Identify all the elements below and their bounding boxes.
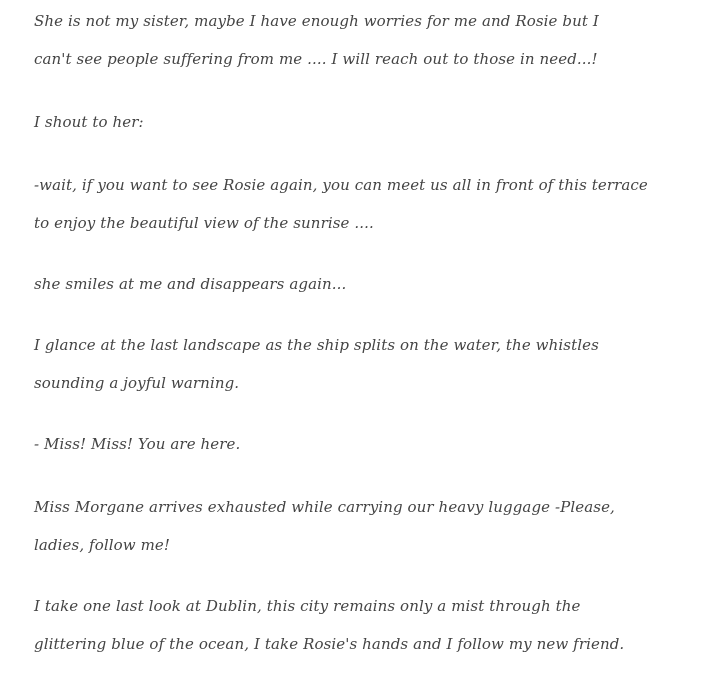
paragraph (34, 587, 674, 663)
text-line: I glance at the last landscape as the ship splits on the water, the whistles (34, 336, 599, 354)
text-line: Miss Morgane arrives exhausted while carrying our heavy luggage -Please, (34, 498, 615, 516)
text-line: glittering blue of the ocean, I take Rosie's hands and I follow my new friend. (34, 635, 625, 653)
paragraph (34, 166, 674, 242)
text-line: I take one last look at Dublin, this city remains only a mist through the (34, 597, 581, 615)
text-line: ladies, follow me! (34, 536, 170, 554)
text-line: to enjoy the beautiful view of the sunrise .... (34, 214, 374, 232)
paragraph (34, 326, 674, 402)
text-line: She is not my sister, maybe I have enough worries for me and Rosie but I (34, 12, 599, 30)
paragraph (34, 2, 674, 78)
text-line: sounding a joyful warning. (34, 374, 240, 392)
text-line: I shout to her: (34, 113, 144, 131)
paragraph (34, 103, 674, 141)
text-line: - Miss! Miss! You are here. (34, 435, 241, 453)
text-line: can't see people suffering from me .... I will reach out to those in need...! (34, 50, 598, 68)
text-line: -wait, if you want to see Rosie again, you can meet us all in front of this terrace (34, 176, 648, 194)
paragraph (34, 425, 674, 463)
paragraph (34, 265, 674, 303)
paragraph (34, 488, 674, 564)
text-line: she smiles at me and disappears again... (34, 275, 347, 293)
